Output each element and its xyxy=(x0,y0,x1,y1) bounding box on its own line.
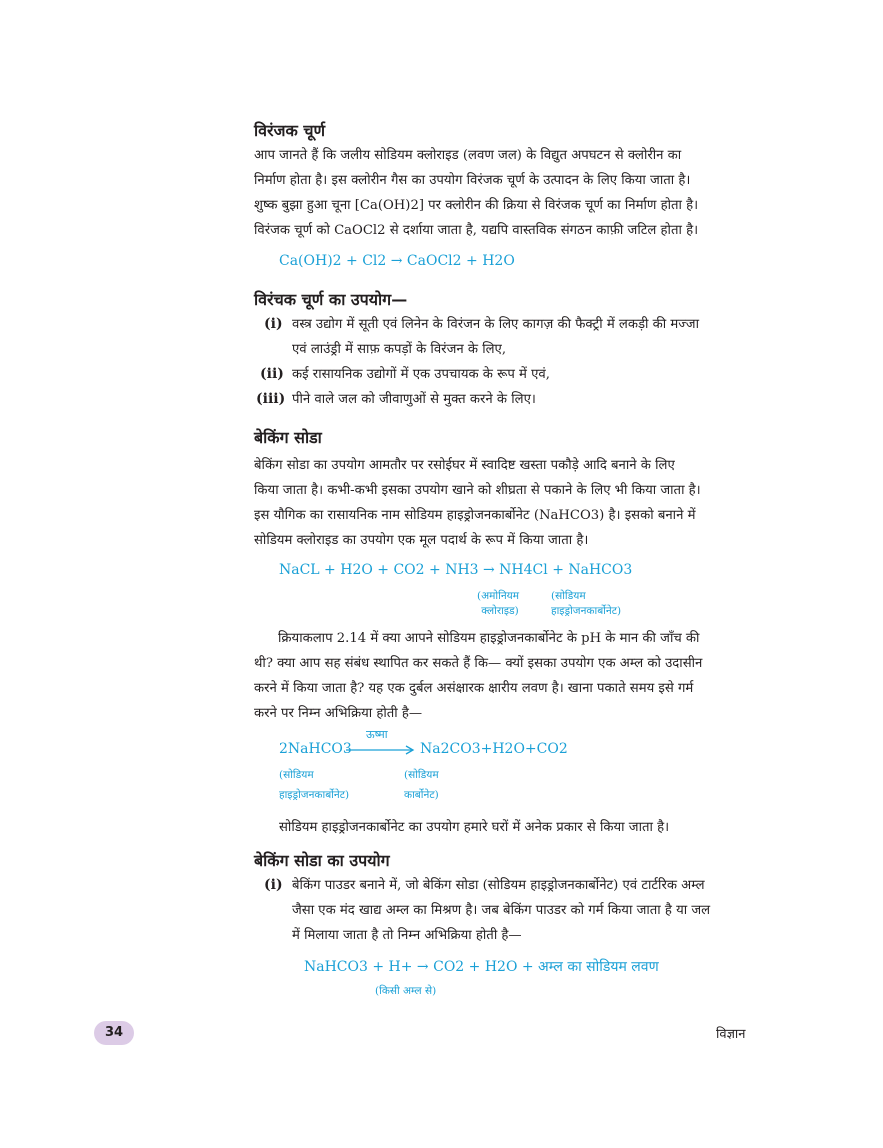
heading-baking-soda-uses: बेकिंग सोडा का उपयोग xyxy=(254,851,390,870)
list-item: वस्त्र उद्योग में सूती एवं लिनेन के विरंजन के लिए कागज़ की फैक्ट्री में लकड़ी की मज्जा xyxy=(292,317,700,332)
label-sodium-hydrogencarbonate-2 xyxy=(279,768,349,803)
label-line: (सोडियम xyxy=(404,769,439,781)
list-item: कई रासायनिक उद्योगों में एक उपचायक के रूप में एवं, xyxy=(292,367,550,382)
list-number: (i) xyxy=(264,877,283,893)
paragraph-bleaching-powder xyxy=(254,143,746,243)
label-sodium-hydrogencarbonate xyxy=(551,589,621,619)
equation-bleaching-powder: Ca(OH)2 + Cl2 → CaOCl2 + H2O xyxy=(279,253,515,269)
label-line: (अमोनियम xyxy=(477,590,520,602)
text-line: करने में किया जाता है? यह एक दुर्बल असंक्षारक क्षारीय लवण है। खाना पकाते समय इसे गर्म xyxy=(254,681,694,696)
equation-baking-powder: NaHCO3 + H+ → CO2 + H2O + अम्ल का सोडियम लवण xyxy=(304,959,659,975)
label-from-acid: (किसी अम्ल से) xyxy=(375,985,437,997)
label-line: कार्बोनेट) xyxy=(404,789,439,801)
text-line: बेकिंग सोडा का उपयोग आमतौर पर रसोईघर में स्वादिष्ट खस्ता पकौड़े आदि बनाने के लिए xyxy=(254,458,675,473)
text-line: शुष्क बुझा हुआ चूना [Ca(OH)2] पर क्लोरीन की क्रिया से विरंजक चूर्ण का निर्माण होता है। xyxy=(254,198,699,213)
equation-baking-soda-heating-right: Na2CO3+H2O+CO2 xyxy=(420,741,568,757)
heading-bleaching-powder-uses: विरंचक चूर्ण का उपयोग— xyxy=(254,290,408,309)
list-number: (iii) xyxy=(256,391,286,407)
label-sodium-carbonate xyxy=(404,768,439,803)
label-line: हाइड्रोजनकार्बोनेट) xyxy=(551,605,622,617)
equation-baking-soda-heating-left: 2NaHCO3 xyxy=(279,741,352,757)
list-item: जैसा एक मंद खाद्य अम्ल का मिश्रण है। जब बेकिंग पाउडर को गर्म किया जाता है या जल xyxy=(292,903,711,918)
text-line: इस यौगिक का रासायनिक नाम सोडियम हाइड्रोजनकार्बोनेट (NaHCO3) है। इसको बनाने में xyxy=(254,508,696,523)
label-line: (सोडियम xyxy=(279,769,314,781)
list-item: पीने वाले जल को जीवाणुओं से मुक्त करने के लिए। xyxy=(292,392,536,407)
text-line: निर्माण होता है। इस क्लोरीन गैस का उपयोग विरंजक चूर्ण के उत्पादन के लिए किया जाता है। xyxy=(254,173,691,188)
text-line: करने पर निम्न अभिक्रिया होती है— xyxy=(254,706,423,721)
list-item: बेकिंग पाउडर बनाने में, जो बेकिंग सोडा (सोडियम हाइड्रोजनकार्बोनेट) एवं टार्टरिक अम्ल xyxy=(292,878,705,893)
page-number-badge: 34 xyxy=(94,1021,134,1045)
equation-baking-soda-preparation: NaCL + H2O + CO2 + NH3 → NH4Cl + NaHCO3 xyxy=(279,562,633,578)
label-line: (सोडियम xyxy=(551,590,586,602)
paragraph-activity xyxy=(254,626,746,726)
closing-sentence: सोडियम हाइड्रोजनकार्बोनेट का उपयोग हमारे घरों में अनेक प्रकार से किया जाता है। xyxy=(279,820,670,835)
label-ammonium-chloride xyxy=(477,589,519,619)
list-number: (ii) xyxy=(260,366,284,382)
paragraph-baking-soda xyxy=(254,453,746,553)
label-line: क्लोराइड) xyxy=(481,605,519,617)
heat-label: ऊष्मा xyxy=(366,728,388,741)
list-item: में मिलाया जाता है तो निम्न अभिक्रिया होती है— xyxy=(292,928,522,943)
text-line: विरंजक चूर्ण को CaOCl2 से दर्शाया जाता है, यद्यपि वास्तविक संगठन काफ़ी जटिल होता है। xyxy=(254,223,699,238)
heading-baking-soda: बेकिंग सोडा xyxy=(254,428,322,447)
heading-bleaching-powder: विरंजक चूर्ण xyxy=(254,121,326,140)
list-number: (i) xyxy=(264,316,283,332)
text-line: क्रियाकलाप 2.14 में क्या आपने सोडियम हाइड्रोजनकार्बोनेट के pH के मान की जाँच की xyxy=(278,631,700,646)
label-line: हाइड्रोजनकार्बोनेट) xyxy=(279,789,350,801)
list-item: एवं लाउंड्री में साफ़ कपड़ों के विरंजन के लिए, xyxy=(292,342,507,357)
text-line: किया जाता है। कभी-कभी इसका उपयोग खाने को शीघ्रता से पकाने के लिए भी किया जाता है। xyxy=(254,483,701,498)
text-line: आप जानते हैं कि जलीय सोडियम क्लोराइड (लवण जल) के विद्युत अपघटन से क्लोरीन का xyxy=(254,148,682,163)
book-title: विज्ञान xyxy=(716,1027,746,1042)
text-line: सोडियम क्लोराइड का उपयोग एक मूल पदार्थ के रूप में किया जाता है। xyxy=(254,533,589,548)
reaction-arrow-icon xyxy=(346,744,418,756)
text-line: थी? क्या आप सह संबंध स्थापित कर सकते हैं कि— क्यों इसका उपयोग एक अम्ल को उदासीन xyxy=(254,656,703,671)
